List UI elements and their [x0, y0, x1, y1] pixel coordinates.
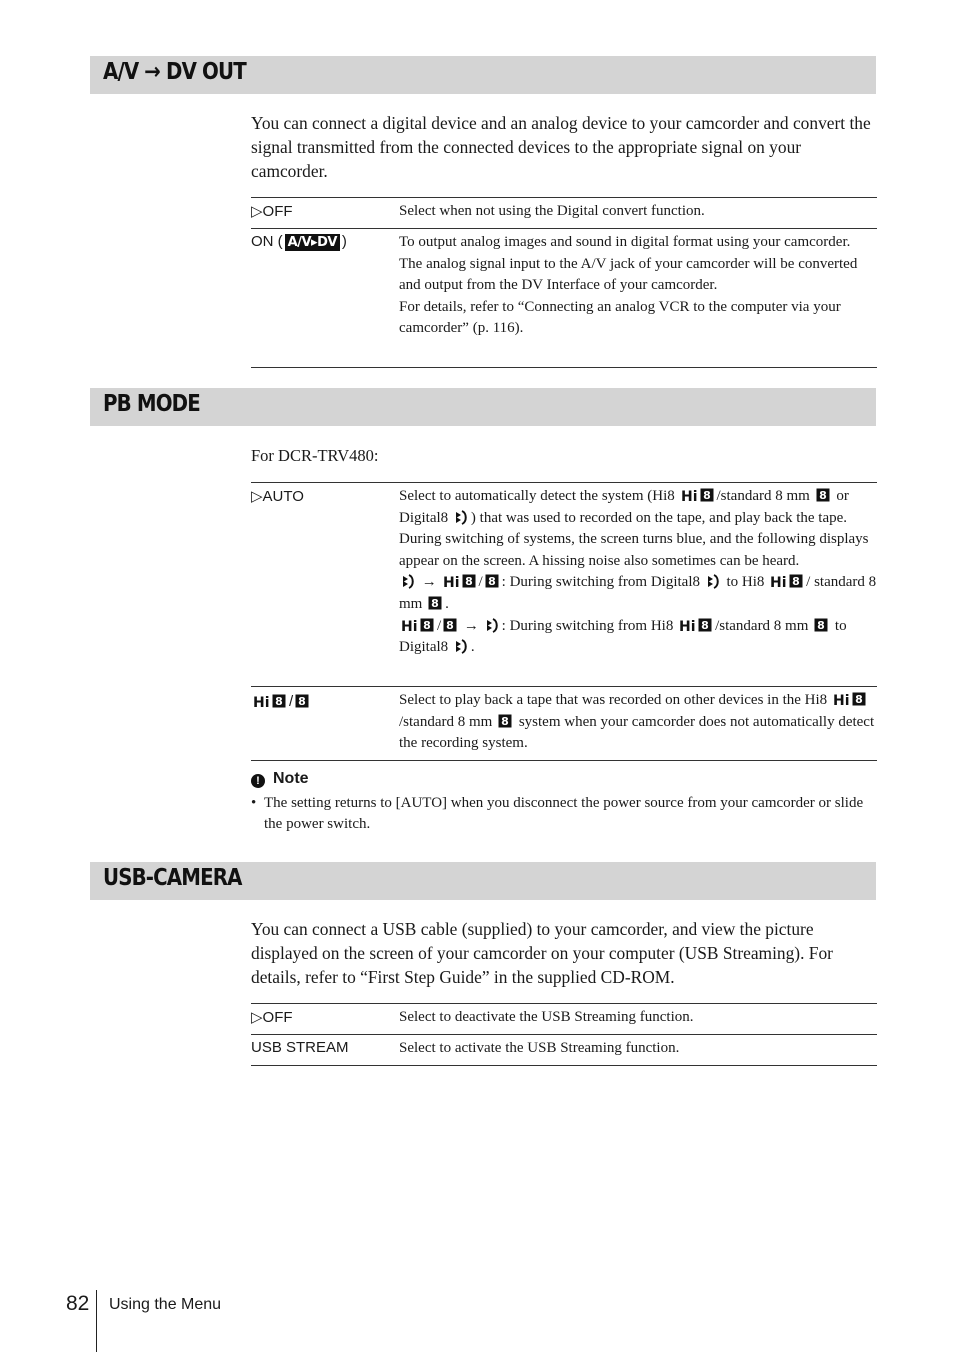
footer-section-label: Using the Menu: [109, 1296, 222, 1313]
option-desc: To output analog images and sound in digital format using your camcorder. The analog signal input to the A/V jack of your camcorder will be converted and output from the DV Interface of your camcorder. For details, refer to “Connecting an analog VCR to the computer via your camcorder” (p. 116).: [399, 234, 858, 337]
note-heading: ! Note: [251, 770, 309, 788]
option-desc: Select to automatically detect the system (Hi8 /standard 8 mm or Digital8 ) that was used to recorded on the tape, and play back the tape. During switching of systems, the screen turns blue, and the following displays appear on the screen. A hissing noise also sometimes can be heard. → / : During switching from Digital8 to Hi8 / standard 8 mm . / → : During switching from Hi8 /standard 8 mm to Digital8 .: [399, 488, 877, 656]
standard8-icon: [428, 596, 443, 611]
table-row: [251, 687, 877, 761]
options-table-usb: [251, 1003, 877, 1066]
standard8-icon: [816, 488, 831, 503]
option-desc: Select to deactivate the USB Streaming function.: [399, 1009, 694, 1025]
digital8-icon: [401, 574, 416, 589]
standard8-icon: [443, 618, 458, 633]
page-number: 82: [66, 1292, 90, 1315]
digital8-icon: [485, 618, 500, 633]
option-label: ON ( A/V▸DV ): [251, 233, 347, 250]
note-text: • The setting returns to [AUTO] when you disconnect the power source from your camcorder or slide the power switch.: [251, 795, 864, 832]
hi8-icon: [401, 618, 435, 633]
table-row: [251, 198, 877, 229]
standard8-icon: [814, 618, 829, 633]
model-subtitle: For DCR-TRV480:: [251, 446, 379, 465]
section-header-pbmode: [90, 388, 876, 426]
digital8-icon: [454, 510, 469, 525]
section-title: A/V → DV OUT: [103, 59, 246, 85]
hi8-icon: [253, 694, 287, 709]
section-title: PB MODE: [103, 391, 200, 417]
bullet: •: [251, 795, 257, 811]
table-row: [251, 1004, 877, 1035]
default-marker-icon: ▷: [251, 203, 263, 220]
note-icon: !: [251, 774, 265, 788]
hi8-icon: [681, 488, 715, 503]
option-label: ▷OFF: [251, 1009, 293, 1026]
table-row: [251, 483, 877, 687]
default-marker-icon: ▷: [251, 1009, 263, 1026]
options-table-avdv: [251, 197, 877, 368]
hi8-icon: [833, 692, 867, 707]
option-label: USB STREAM: [251, 1039, 349, 1056]
table-row: [251, 229, 877, 368]
option-label: /: [251, 687, 399, 760]
hi8-icon: [443, 574, 477, 589]
hi8-icon: [679, 618, 713, 633]
standard8-icon: [498, 714, 513, 729]
arrow-icon: →: [421, 574, 437, 591]
section-header-usb: [90, 862, 876, 900]
table-row: [251, 1035, 877, 1066]
av-dv-icon: A/V▸DV: [285, 234, 340, 251]
standard8-icon: [295, 694, 310, 709]
option-desc: Select when not using the Digital convert function.: [399, 203, 705, 219]
option-desc: Select to play back a tape that was recorded on other devices in the Hi8 /standard 8 mm system when your camcorder does not automatically detect the recording system.: [399, 692, 875, 752]
section-title: USB-CAMERA: [103, 865, 242, 891]
hi8-icon: [770, 574, 804, 589]
options-table-pbmode: [251, 482, 877, 761]
option-label: ▷AUTO: [251, 488, 304, 505]
section-intro: You can connect a USB cable (supplied) to your camcorder, and view the picture displayed on the screen of your camcorder on your computer (USB Streaming). For details, refer to “First Step Guide” in the supplied CD-ROM.: [251, 919, 833, 987]
digital8-icon: [454, 639, 469, 654]
standard8-icon: [485, 574, 500, 589]
section-header-avdv: [90, 56, 876, 94]
section-intro: You can connect a digital device and an analog device to your camcorder and convert the signal transmitted from the connected devices to the appropriate signal on your camcorder.: [251, 113, 871, 181]
arrow-icon: →: [463, 617, 479, 634]
option-label: ▷OFF: [251, 203, 293, 220]
option-desc: Select to activate the USB Streaming function.: [399, 1040, 680, 1056]
digital8-icon: [706, 574, 721, 589]
footer-divider: [96, 1290, 97, 1352]
default-marker-icon: ▷: [251, 488, 263, 505]
